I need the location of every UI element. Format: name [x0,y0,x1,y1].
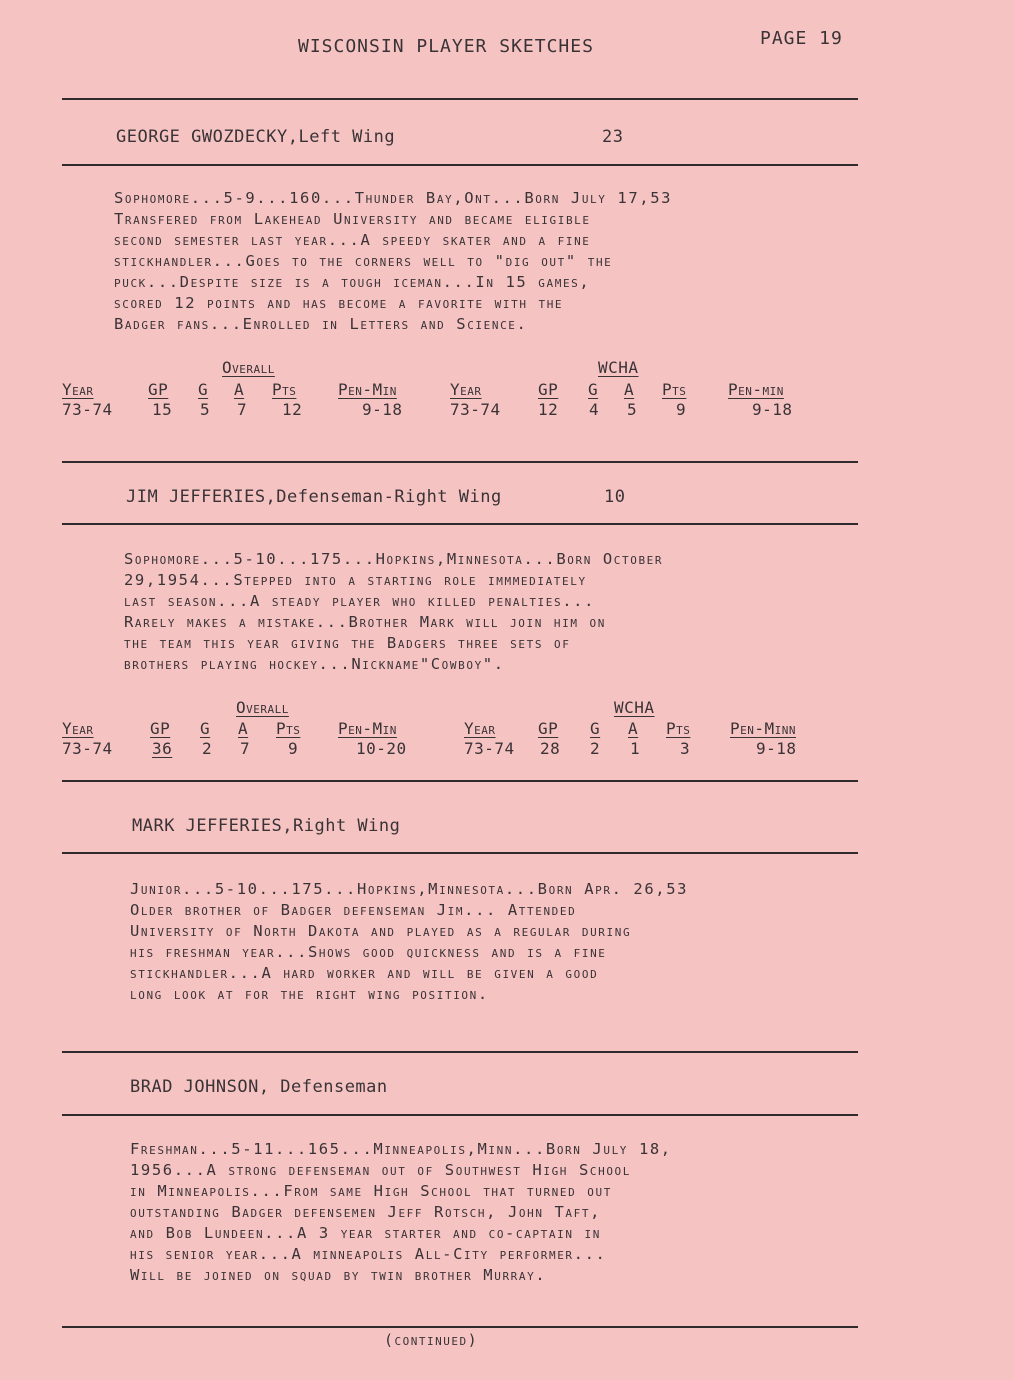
stats-value: 7 [237,400,248,419]
stats-value: 73-74 [62,739,113,758]
stats-header: Pen-Min [338,380,397,399]
stats-value: 5 [627,400,638,419]
divider [62,461,858,463]
continued-note: (continued) [384,1331,479,1349]
divider [62,780,858,782]
stats-value: 9 [676,400,687,419]
page-title: WISCONSIN PLAYER SKETCHES [298,36,594,57]
overall-label: Overall [236,698,289,717]
page-number: PAGE 19 [760,28,843,49]
stats-header: Year [62,719,94,738]
stats-value: 5 [200,400,211,419]
player-name: GEORGE GWOZDECKY,Left Wing [116,127,396,147]
stats-value: 1 [630,739,641,758]
player-bio: Freshman...5-11...165...Minneapolis,Minn...Born July 18, 1956...A strong defenseman out of Southwest High School in Minneapolis...From same High School that turned out outstanding Badger defensemen Jeff Rotsch, John Taft, and Bob Lundeen...A 3 year starter and co-captain in his senior year...A minneapolis All-City performer... Will be joined on squad by twin brother Murray. [130,1140,672,1284]
stats-value: 10-20 [356,739,407,758]
stats-value: 9 [288,739,299,758]
stats-value: 73-74 [450,400,501,419]
stats-header: A [628,719,639,738]
stats-header: GP [150,719,171,738]
stats-header: Pts [666,719,691,738]
stats-header: Year [464,719,496,738]
stats-value: 15 [152,400,173,419]
stats-value: 2 [590,739,601,758]
divider [62,1051,858,1053]
overall-label: Overall [222,358,275,377]
stats-header: A [238,719,249,738]
player-bio: Sophomore...5-9...160...Thunder Bay,Ont...Born July 17,53 Transfered from Lakehead University and became eligible second semester last year...A speedy skater and a fine stickhandler...Goes to the corners well to "dig out" the puck...Despite size is a tough iceman...In 15 games, scored 12 points and has become a favorite with the Badger fans...Enrolled in Letters and Science. [114,189,673,333]
stats-header: G [198,380,209,399]
stats-value: 9-18 [756,739,797,758]
stats-value: 4 [589,400,600,419]
player-name: MARK JEFFERIES,Right Wing [132,816,401,836]
stats-header: G [200,719,211,738]
stats-header: Pen-Minn [730,719,797,738]
stats-value: 9-18 [362,400,403,419]
stats-value: 12 [538,400,559,419]
stats-header: Pen-min [728,380,784,399]
divider [62,852,858,854]
stats-header: GP [148,380,169,399]
stats-header: G [590,719,601,738]
player-number: 10 [604,487,626,507]
stats-value: 3 [680,739,691,758]
stats-header: Year [62,380,94,399]
stats-header: Pts [276,719,301,738]
divider [62,1326,858,1328]
stats-value: 12 [282,400,303,419]
stats-value: 36 [152,739,173,758]
stats-value: 2 [202,739,213,758]
stats-value: 73-74 [464,739,515,758]
wcha-label: WCHA [598,358,639,377]
stats-value: 9-18 [752,400,793,419]
stats-header: A [234,380,245,399]
divider [62,1114,858,1116]
player-name: JIM JEFFERIES,Defenseman-Right Wing [126,487,502,507]
player-name: BRAD JOHNSON, Defenseman [130,1077,388,1097]
stats-header: Year [450,380,482,399]
stats-header: G [588,380,599,399]
divider [62,164,858,166]
stats-header: GP [538,719,559,738]
stats-header: GP [538,380,559,399]
wcha-label: WCHA [614,698,655,717]
stats-header: Pts [662,380,687,399]
stats-value: 28 [540,739,561,758]
player-bio: Junior...5-10...175...Hopkins,Minnesota...Born Apr. 26,53 Older brother of Badger defenseman Jim... Attended University of North Dakota and played as a regular during his freshman year...Shows good quickness and is a fine stickhandler...A hard worker and will be given a good long look at for the right wing position. [130,880,689,1003]
player-number: 23 [602,127,624,147]
stats-header: Pen-Min [338,719,397,738]
divider [62,98,858,100]
stats-value: 7 [240,739,251,758]
stats-header: A [624,380,635,399]
player-bio: Sophomore...5-10...175...Hopkins,Minnesota...Born October 29,1954...Stepped into a starting role immmediately last season...A steady player who killed penalties... Rarely makes a mistake...Brother Mark will join him on the team this year giving the Badgers three sets of brothers playing hockey...Nickname"Cowboy". [124,550,664,673]
stats-value: 73-74 [62,400,113,419]
stats-header: Pts [272,380,297,399]
divider [62,523,858,525]
